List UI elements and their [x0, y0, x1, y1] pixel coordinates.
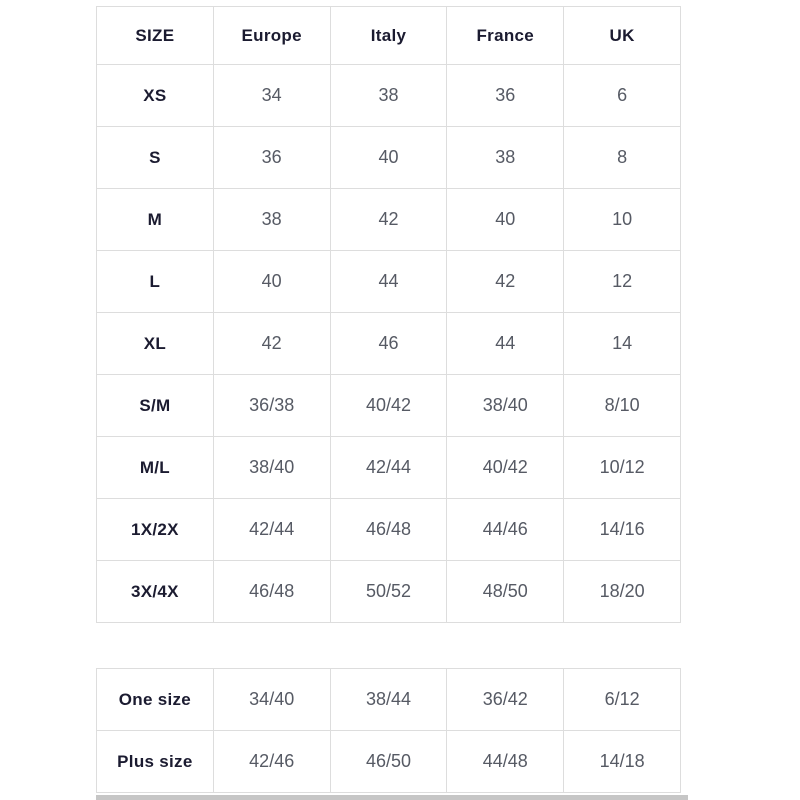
table-row — [97, 189, 681, 251]
size-value-cell: 44/48 — [447, 731, 564, 793]
size-value-cell: 14 — [564, 313, 681, 375]
size-value-cell: 42/44 — [330, 437, 447, 499]
table-row — [97, 375, 681, 437]
size-value-cell: 36 — [213, 127, 330, 189]
size-value-cell: 40/42 — [447, 437, 564, 499]
size-value-cell: 6/12 — [564, 669, 681, 731]
table-row — [97, 499, 681, 561]
size-value-cell: 8 — [564, 127, 681, 189]
size-table-body — [97, 65, 681, 623]
size-label-cell: 1X/2X — [97, 499, 214, 561]
size-value-cell: 44/46 — [447, 499, 564, 561]
size-value-cell: 36/42 — [447, 669, 564, 731]
size-label-cell: XS — [97, 65, 214, 127]
size-value-cell: 38/44 — [330, 669, 447, 731]
size-value-cell: 8/10 — [564, 375, 681, 437]
table-row — [97, 251, 681, 313]
size-value-cell: 42/46 — [213, 731, 330, 793]
table-row — [97, 127, 681, 189]
size-conversion-table — [96, 6, 681, 623]
size-value-cell: 6 — [564, 65, 681, 127]
size-label-cell: M/L — [97, 437, 214, 499]
size-value-cell: 42 — [330, 189, 447, 251]
size-value-cell: 42 — [213, 313, 330, 375]
size-label-cell: S/M — [97, 375, 214, 437]
column-header-size: SIZE — [97, 7, 214, 65]
column-header-europe: Europe — [213, 7, 330, 65]
size-label-cell: One size — [97, 669, 214, 731]
size-value-cell: 40 — [213, 251, 330, 313]
size-value-cell: 36/38 — [213, 375, 330, 437]
table-row — [97, 731, 681, 793]
size-value-cell: 46/48 — [213, 561, 330, 623]
size-value-cell: 50/52 — [330, 561, 447, 623]
table-row — [97, 561, 681, 623]
size-label-cell: M — [97, 189, 214, 251]
header-row — [97, 7, 681, 65]
special-sizes-table-body — [97, 669, 681, 793]
size-value-cell: 38 — [330, 65, 447, 127]
table-row — [97, 669, 681, 731]
table-row — [97, 313, 681, 375]
size-label-cell: 3X/4X — [97, 561, 214, 623]
size-value-cell: 36 — [447, 65, 564, 127]
size-value-cell: 10 — [564, 189, 681, 251]
column-header-uk: UK — [564, 7, 681, 65]
size-value-cell: 18/20 — [564, 561, 681, 623]
size-value-cell: 10/12 — [564, 437, 681, 499]
column-header-france: France — [447, 7, 564, 65]
size-value-cell: 38/40 — [213, 437, 330, 499]
size-value-cell: 14/16 — [564, 499, 681, 561]
size-value-cell: 48/50 — [447, 561, 564, 623]
size-label-cell: Plus size — [97, 731, 214, 793]
size-value-cell: 34/40 — [213, 669, 330, 731]
size-value-cell: 40 — [447, 189, 564, 251]
size-value-cell: 38 — [447, 127, 564, 189]
size-label-cell: XL — [97, 313, 214, 375]
size-value-cell: 12 — [564, 251, 681, 313]
size-value-cell: 44 — [330, 251, 447, 313]
size-value-cell: 46 — [330, 313, 447, 375]
size-value-cell: 46/50 — [330, 731, 447, 793]
column-header-italy: Italy — [330, 7, 447, 65]
size-value-cell: 34 — [213, 65, 330, 127]
table-row — [97, 437, 681, 499]
size-label-cell: S — [97, 127, 214, 189]
size-table-header — [97, 7, 681, 65]
size-value-cell: 38 — [213, 189, 330, 251]
size-value-cell: 38/40 — [447, 375, 564, 437]
size-value-cell: 44 — [447, 313, 564, 375]
size-value-cell: 46/48 — [330, 499, 447, 561]
size-label-cell: L — [97, 251, 214, 313]
next-section-top-edge — [96, 795, 688, 800]
special-sizes-table — [96, 668, 681, 793]
size-value-cell: 42 — [447, 251, 564, 313]
table-row — [97, 65, 681, 127]
size-value-cell: 40/42 — [330, 375, 447, 437]
size-value-cell: 40 — [330, 127, 447, 189]
size-value-cell: 42/44 — [213, 499, 330, 561]
size-value-cell: 14/18 — [564, 731, 681, 793]
